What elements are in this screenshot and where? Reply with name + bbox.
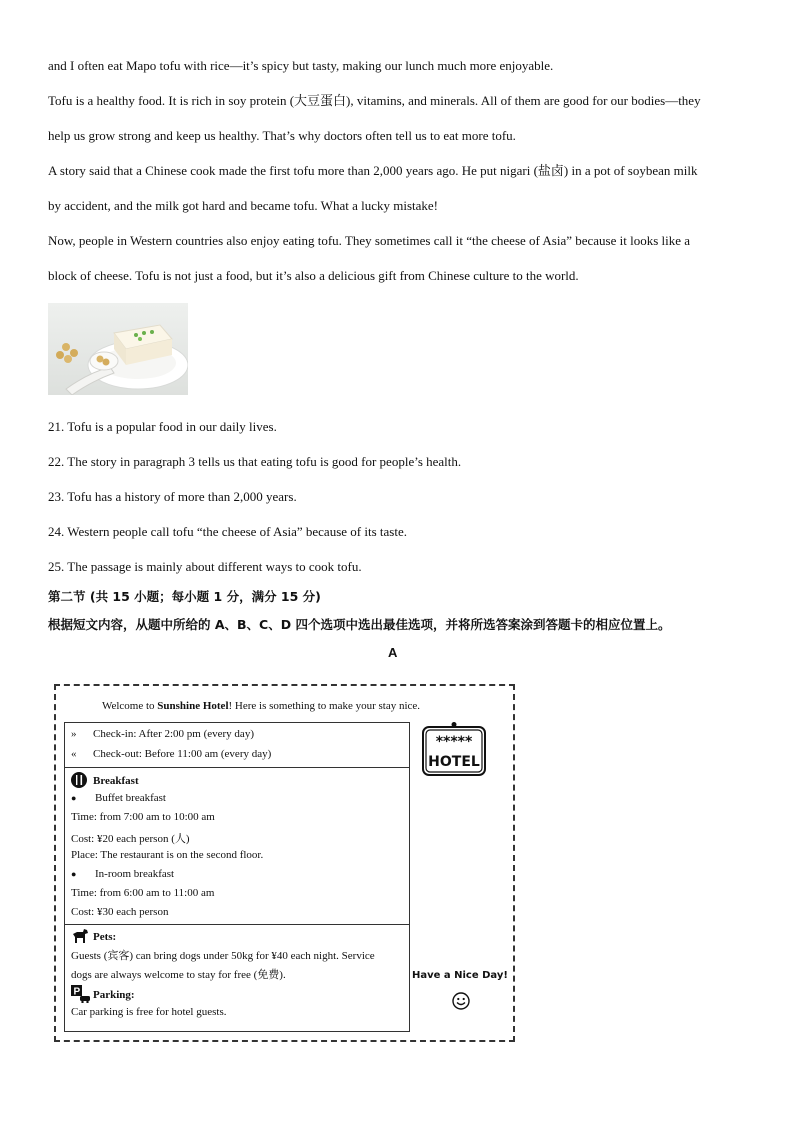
dog-icon <box>71 928 93 947</box>
buffet-label: Buffet breakfast <box>95 792 166 804</box>
parking-title: Parking: <box>93 989 135 1002</box>
breakfast-box <box>64 767 410 925</box>
question-22: 22. The story in paragraph 3 tells us that eating tofu is good for people’s health. <box>48 454 462 469</box>
section-instruction: 根据短文内容，从题中所给的 A、B、C、D 四个选项中选出最佳选项，并将所选答案涂到答题卡的相应位置上。 <box>48 617 671 632</box>
bullet-icon: ● <box>71 869 77 879</box>
passage-line: by accident, and the milk got hard and became tofu. What a lucky mistake! <box>48 198 438 213</box>
breakfast-title-row <box>71 772 139 791</box>
pets-title-row <box>71 928 116 947</box>
svg-text:P: P <box>73 986 81 998</box>
inroom-cost: Cost: ¥30 each person <box>71 906 169 918</box>
passage-label: A <box>388 645 398 660</box>
bullet-icon: ● <box>71 793 77 803</box>
welcome-suffix: ! Here is something to make your stay nice. <box>228 700 421 712</box>
pets-line-2: dogs are always welcome to stay for free (免费). <box>71 969 286 981</box>
pets-parking-box <box>64 924 410 1032</box>
buffet-cost: Cost: ¥20 each person (人) <box>71 833 190 845</box>
parking-title-row <box>71 985 135 1006</box>
breakfast-title: Breakfast <box>93 775 139 788</box>
buffet-place: Place: The restaurant is on the second floor. <box>71 849 264 861</box>
question-21: 21. Tofu is a popular food in our daily lives. <box>48 419 277 434</box>
fork-knife-icon <box>71 772 93 791</box>
passage-line: A story said that a Chinese cook made the first tofu more than 2,000 years ago. He put nigari (盐卤) in a pot of soybean milk <box>48 163 698 178</box>
welcome-prefix: Welcome to <box>101 700 158 712</box>
section-heading: 第二节 (共 15 小题；每小题 1 分，满分 15 分) <box>48 589 321 604</box>
passage-line: and I often eat Mapo tofu with rice—it’s spicy but tasty, making our lunch much more enjoyable. <box>48 58 554 73</box>
passage-line: Tofu is a healthy food. It is rich in soy protein (大豆蛋白), vitamins, and minerals. All of them are good for our bodies—they <box>48 93 701 108</box>
checkin-text: Check-in: After 2:00 pm (every day) <box>93 728 254 740</box>
inroom-time: Time: from 6:00 am to 11:00 am <box>71 887 215 899</box>
notice-welcome <box>56 700 466 712</box>
tofu-photo <box>48 303 188 395</box>
question-24: 24. Western people call tofu “the cheese of Asia” because of its taste. <box>48 524 407 539</box>
smiley-icon <box>452 992 470 1015</box>
checkout-text: Check-out: Before 11:00 am (every day) <box>93 748 272 760</box>
hotel-logo-text: HOTEL <box>428 754 480 770</box>
parking-icon <box>71 985 93 1006</box>
inroom-row <box>71 868 174 880</box>
buffet-time: Time: from 7:00 am to 10:00 am <box>71 811 215 823</box>
question-23: 23. Tofu has a history of more than 2,000 years. <box>48 489 297 504</box>
hotel-logo-stars: ***** <box>435 734 473 750</box>
pets-title: Pets: <box>93 931 117 944</box>
passage-line: Now, people in Western countries also enjoy eating tofu. They sometimes call it “the cheese of Asia” because it looks like a <box>48 233 691 248</box>
passage-line: block of cheese. Tofu is not just a food, but it’s also a delicious gift from Chinese culture to the world. <box>48 268 579 283</box>
double-chevron-right-icon: » <box>71 728 77 741</box>
checkin-box <box>64 722 410 768</box>
checkin-row <box>71 728 254 740</box>
hotel-sign-icon <box>422 722 486 776</box>
checkout-row <box>71 748 271 760</box>
question-25: 25. The passage is mainly about different ways to cook tofu. <box>48 559 362 574</box>
hotel-name: Sunshine Hotel <box>157 700 229 712</box>
inroom-label: In-room breakfast <box>95 868 175 880</box>
nice-day-text: Have a Nice Day! <box>412 970 508 981</box>
buffet-row <box>71 792 166 804</box>
passage-line: help us grow strong and keep us healthy. That’s why doctors often tell us to eat more tofu. <box>48 128 516 143</box>
double-chevron-left-icon: « <box>71 748 77 761</box>
parking-text: Car parking is free for hotel guests. <box>71 1006 227 1018</box>
hotel-notice <box>54 684 515 1042</box>
pets-line-1: Guests (宾客) can bring dogs under 50kg for ¥40 each night. Service <box>71 950 375 962</box>
